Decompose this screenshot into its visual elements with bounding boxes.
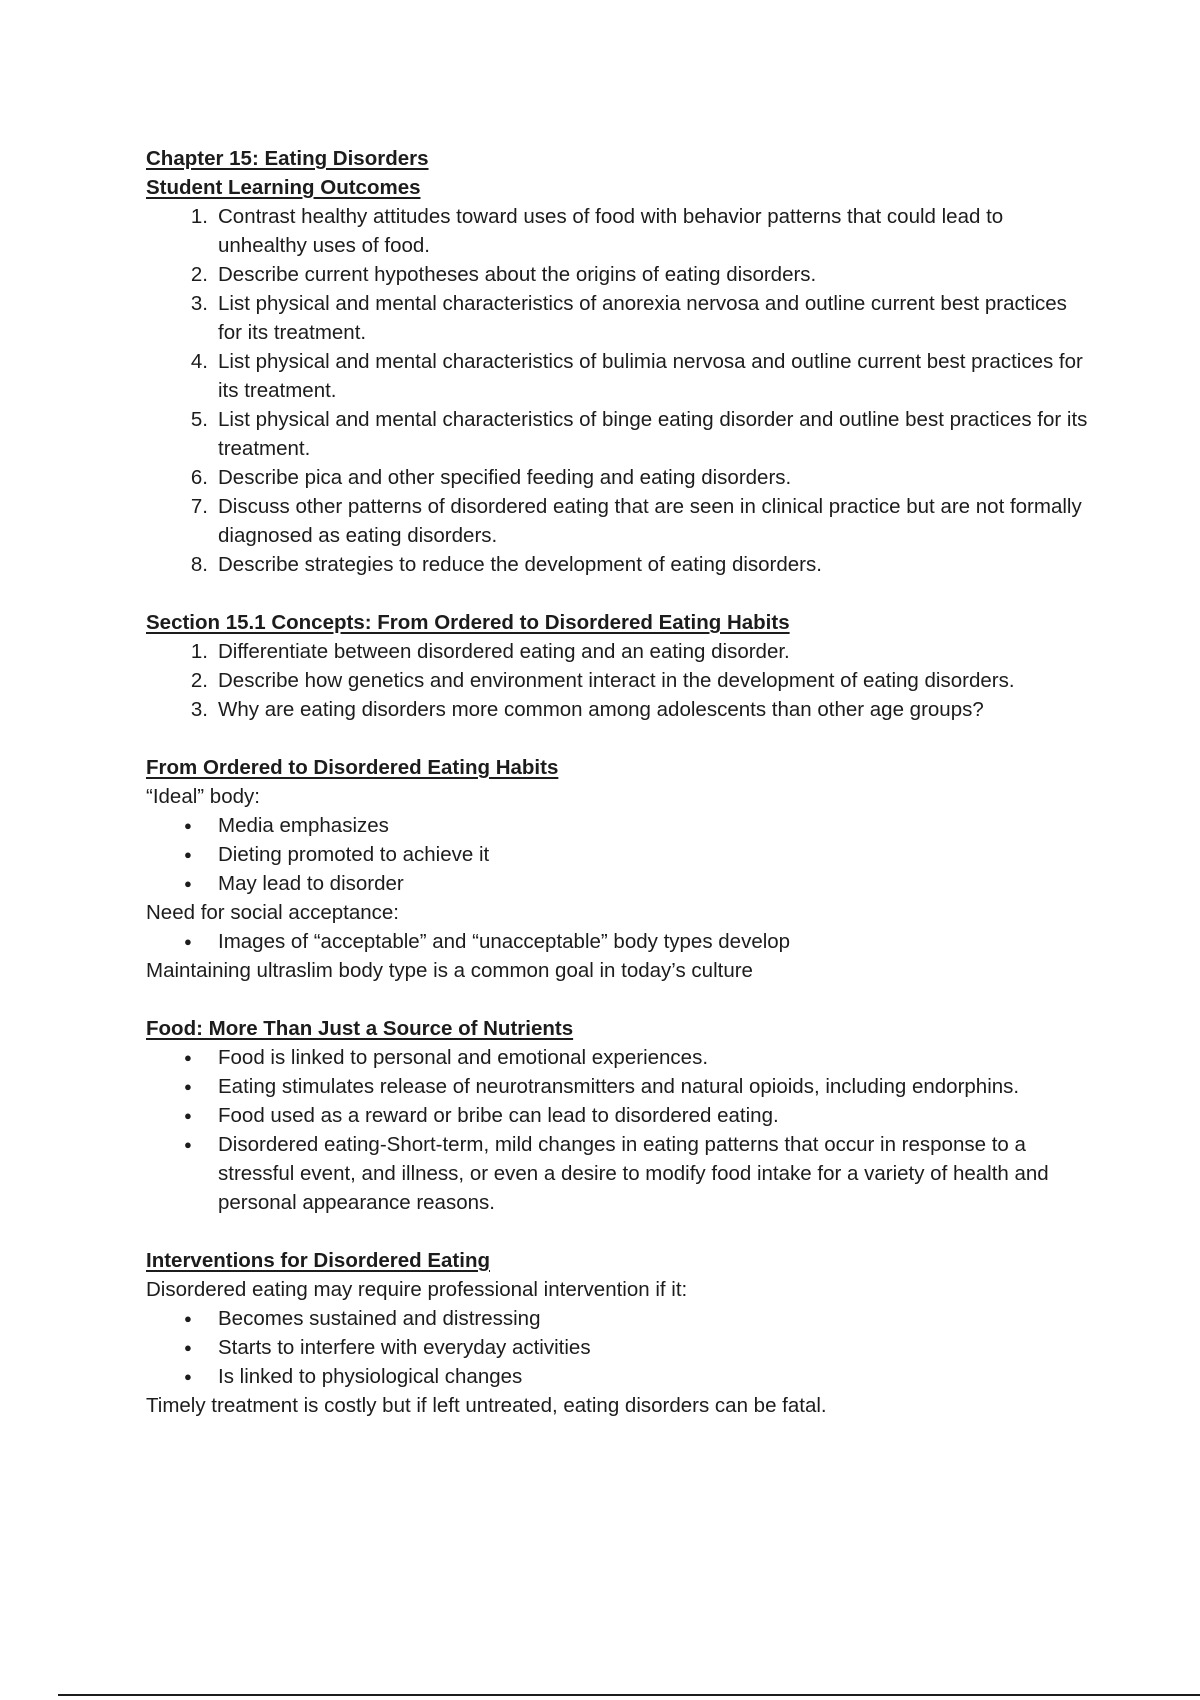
list-item: ● Dieting promoted to achieve it [146,840,1096,869]
item-text: List physical and mental characteristics of bulimia nervosa and outline current best practices for its treatment. [218,350,1083,402]
item-text: Discuss other patterns of disordered eating that are seen in clinical practice but are not formally diagnosed as eating disorders. [218,495,1082,547]
item-number: 1. [190,640,208,663]
social-acceptance-list [146,927,1096,956]
item-number: 2. [190,669,208,692]
social-acceptance-label: Need for social acceptance: [146,901,399,924]
document-page [146,144,1096,1420]
page-bottom-divider [58,1694,1200,1696]
food-list [146,1043,1096,1217]
list-item: ● Disordered eating-Short-term, mild changes in eating patterns that occur in response to a stressful event, and illness, or even a desire to modify food intake for a variety of health and personal appearance reasons. [146,1130,1096,1217]
ordered-closing: Maintaining ultraslim body type is a common goal in today’s culture [146,959,753,982]
list-item [146,289,1096,347]
item-text: List physical and mental characteristics of binge eating disorder and outline best practices for its treatment. [218,408,1088,460]
interventions-closing: Timely treatment is costly but if left untreated, eating disorders can be fatal. [146,1394,827,1417]
ideal-body-label: “Ideal” body: [146,785,260,808]
list-item: ● May lead to disorder [146,869,1096,898]
item-text: Why are eating disorders more common among adolescents than other age groups? [218,698,984,721]
spacer [146,1217,1096,1246]
item-text: Contrast healthy attitudes toward uses of food with behavior patterns that could lead to unhealthy uses of food. [218,205,1004,257]
list-item [146,492,1096,550]
interventions-heading: Interventions for Disordered Eating [146,1249,490,1272]
list-item: ● Becomes sustained and distressing [146,1304,1096,1333]
item-number: 8. [190,553,208,576]
list-item: ● Food used as a reward or bribe can lead to disordered eating. [146,1101,1096,1130]
item-number: 2. [190,263,208,286]
spacer [146,579,1096,608]
list-item [146,405,1096,463]
item-number: 3. [190,698,208,721]
ideal-body-list [146,811,1096,898]
list-item [146,202,1096,260]
list-item [146,695,1096,724]
concepts-list [146,637,1096,724]
list-item: ● Food is linked to personal and emotional experiences. [146,1043,1096,1072]
item-number: 1. [190,205,208,228]
list-item [146,666,1096,695]
item-text: Differentiate between disordered eating and an eating disorder. [218,640,790,663]
list-item [146,347,1096,405]
ordered-heading: From Ordered to Disordered Eating Habits [146,756,559,779]
spacer [146,724,1096,753]
list-item [146,463,1096,492]
outcomes-heading: Student Learning Outcomes [146,176,421,199]
list-item: ● Eating stimulates release of neurotransmitters and natural opioids, including endorphins. [146,1072,1096,1101]
food-heading: Food: More Than Just a Source of Nutrients [146,1017,574,1040]
interventions-list [146,1304,1096,1391]
item-number: 4. [190,350,208,373]
concepts-heading: Section 15.1 Concepts: From Ordered to Disordered Eating Habits [146,611,790,634]
outcomes-list [146,202,1096,579]
item-number: 6. [190,466,208,489]
item-number: 5. [190,408,208,431]
interventions-intro: Disordered eating may require professional intervention if it: [146,1278,688,1301]
list-item: ● Is linked to physiological changes [146,1362,1096,1391]
item-text: List physical and mental characteristics of anorexia nervosa and outline current best practices for its treatment. [218,292,1067,344]
item-number: 3. [190,292,208,315]
list-item [146,550,1096,579]
item-text: Describe current hypotheses about the origins of eating disorders. [218,263,817,286]
list-item [146,260,1096,289]
list-item [146,637,1096,666]
list-item: ● Images of “acceptable” and “unacceptable” body types develop [146,927,1096,956]
item-text: Describe pica and other specified feeding and eating disorders. [218,466,792,489]
item-number: 7. [190,495,208,518]
spacer [146,985,1096,1014]
chapter-title: Chapter 15: Eating Disorders [146,147,429,170]
list-item: ● Starts to interfere with everyday activities [146,1333,1096,1362]
item-text: Describe how genetics and environment interact in the development of eating disorders. [218,669,1015,692]
list-item: ● Media emphasizes [146,811,1096,840]
item-text: Describe strategies to reduce the development of eating disorders. [218,553,822,576]
